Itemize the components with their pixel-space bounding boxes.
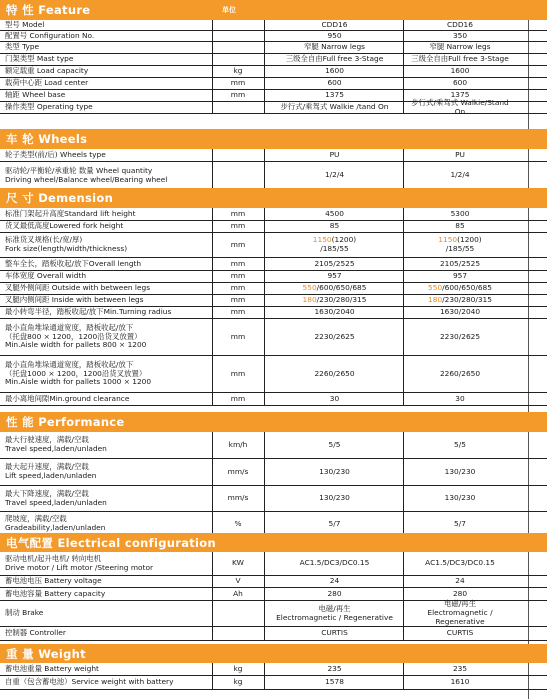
column-divider bbox=[403, 432, 404, 459]
spec-value-config-950: 2230/2625 bbox=[314, 331, 355, 341]
column-divider bbox=[264, 283, 265, 295]
spec-value-config-950: 24 bbox=[329, 576, 340, 586]
spec-row bbox=[0, 393, 547, 406]
spec-unit: KW bbox=[232, 558, 244, 568]
spec-value-config-950: 950 bbox=[327, 30, 342, 40]
spec-value-config-950: 5/5 bbox=[328, 439, 341, 449]
column-divider bbox=[403, 663, 404, 676]
spec-value-config-350: 2230/2625 bbox=[439, 331, 481, 341]
spec-row bbox=[0, 295, 547, 307]
column-divider bbox=[264, 102, 265, 114]
spec-label: 类型 Type bbox=[5, 42, 40, 52]
spec-unit: mm bbox=[230, 239, 246, 249]
spec-value-config-350: AC1.5/DC3/DC0.15 bbox=[425, 558, 495, 568]
column-divider bbox=[403, 552, 404, 576]
spec-value-config-350: 130/230 bbox=[444, 466, 476, 476]
spec-value-config-350: 步行式/乘驾式 Walkie/Stand On bbox=[411, 97, 509, 116]
highlight-value: 180 bbox=[302, 295, 317, 305]
spec-value-config-350: CURTIS bbox=[446, 628, 474, 638]
spec-row bbox=[0, 42, 547, 54]
column-divider bbox=[264, 221, 265, 233]
column-divider bbox=[403, 208, 404, 221]
unit-column-header: 单位 bbox=[222, 6, 236, 14]
column-divider bbox=[212, 233, 213, 258]
spec-unit: mm bbox=[230, 295, 246, 305]
spec-unit bbox=[214, 54, 262, 65]
section-header-feature bbox=[0, 0, 547, 20]
spec-unit: kg bbox=[233, 677, 243, 687]
column-divider bbox=[403, 78, 404, 90]
column-divider bbox=[403, 576, 404, 588]
spec-value-config-950: 1578 bbox=[325, 677, 344, 687]
column-divider bbox=[264, 233, 265, 258]
column-divider bbox=[212, 459, 213, 486]
spec-label: 驱动电机/起升电机/ 转向电机 Drive motor / Lift motor /Steering motor bbox=[5, 553, 154, 572]
spec-row bbox=[0, 20, 547, 31]
spec-row bbox=[0, 576, 547, 588]
section-title: 特 性 Feature bbox=[6, 3, 91, 17]
spec-unit: mm bbox=[230, 221, 246, 231]
highlight-value: 550 bbox=[302, 283, 317, 293]
column-divider bbox=[264, 258, 265, 271]
spec-label: 最小直角堆垛通道宽度，踏板收起/放下 （托盘1000 × 1200，1200沿货叉放置） Min.Aisle width for pallets 1000 × 1200 bbox=[5, 359, 152, 387]
spec-unit: mm bbox=[230, 208, 246, 218]
spec-label: 蓄电池重量 Battery weight bbox=[5, 663, 99, 673]
column-divider bbox=[403, 42, 404, 54]
spec-row bbox=[0, 78, 547, 90]
spec-value-config-950: 235 bbox=[327, 663, 342, 673]
spec-unit bbox=[214, 31, 262, 41]
column-divider bbox=[264, 486, 265, 512]
column-divider bbox=[212, 54, 213, 66]
spec-unit: mm bbox=[230, 368, 246, 378]
spec-value-config-350: 2260/2650 bbox=[439, 368, 481, 378]
spec-row bbox=[0, 307, 547, 319]
column-divider bbox=[212, 271, 213, 283]
column-divider bbox=[403, 233, 404, 258]
column-divider bbox=[403, 258, 404, 271]
column-divider bbox=[264, 208, 265, 221]
highlight-value: 550 bbox=[428, 283, 443, 293]
column-divider bbox=[403, 90, 404, 102]
spec-label: 标准货叉规格(长/宽/厚) Fork size(length/width/thickness) bbox=[5, 235, 128, 253]
section-title: 重 量 Weight bbox=[6, 647, 86, 661]
spec-value-config-350: 130/230 bbox=[444, 493, 476, 503]
column-divider bbox=[403, 283, 404, 295]
spec-label: 制动 Brake bbox=[5, 608, 44, 618]
spec-value-config-350: 85 bbox=[455, 221, 465, 231]
spec-unit: mm bbox=[230, 90, 246, 100]
spec-value-config-950: 600 bbox=[327, 78, 342, 88]
spec-label: 轮子类型(前/后) Wheels type bbox=[5, 149, 106, 159]
column-divider bbox=[403, 459, 404, 486]
spec-value-config-950: 5/7 bbox=[328, 518, 341, 528]
column-divider bbox=[264, 459, 265, 486]
spec-row bbox=[0, 271, 547, 283]
spec-label: 车体宽度 Overall width bbox=[5, 271, 87, 281]
column-divider bbox=[212, 149, 213, 162]
column-divider bbox=[264, 676, 265, 690]
spec-row bbox=[0, 319, 547, 356]
column-divider bbox=[212, 601, 213, 627]
column-divider bbox=[403, 601, 404, 627]
spec-value-config-350: 三级全自由Full free 3-Stage bbox=[411, 54, 509, 64]
spec-value-config-350: 30 bbox=[455, 393, 465, 403]
column-divider bbox=[403, 295, 404, 307]
spec-label: 额定载重 Load capacity bbox=[5, 66, 89, 76]
spec-value-config-350: 2105/2525 bbox=[439, 258, 481, 268]
spec-row bbox=[0, 627, 547, 641]
column-divider bbox=[264, 552, 265, 576]
spec-unit: Ah bbox=[233, 588, 243, 598]
column-divider bbox=[212, 432, 213, 459]
spec-label: 最大行驶速度，满载/空载 Travel speed,laden/unladen bbox=[5, 435, 107, 453]
section-title: 电气配置 Electrical configuration bbox=[6, 536, 216, 550]
column-divider bbox=[403, 54, 404, 66]
column-divider bbox=[264, 90, 265, 102]
section-header-weight bbox=[0, 644, 547, 663]
section-header-performance bbox=[0, 412, 547, 432]
spec-unit: mm bbox=[230, 258, 246, 268]
section-header-dimension bbox=[0, 188, 547, 208]
column-divider bbox=[264, 31, 265, 42]
spec-row bbox=[0, 663, 547, 676]
spec-value-config-950: CDD16 bbox=[321, 19, 348, 29]
spec-label: 叉腿外侧间距 Outside with between legs bbox=[5, 283, 151, 293]
spec-label: 最小转弯半径，踏板收起/放下Min.Turning radius bbox=[5, 307, 172, 317]
column-divider bbox=[403, 162, 404, 190]
column-divider bbox=[212, 552, 213, 576]
spec-row bbox=[0, 149, 547, 162]
value-rest: /600/650/685 bbox=[316, 283, 367, 293]
spec-label: 蓄电池容量 Battery capacity bbox=[5, 588, 106, 598]
spec-value-config-950: 957 bbox=[327, 271, 342, 281]
spec-value-config-950: 130/230 bbox=[319, 493, 350, 503]
spec-unit bbox=[214, 601, 262, 626]
column-divider bbox=[264, 271, 265, 283]
spec-value-config-350 bbox=[405, 233, 515, 257]
spec-unit bbox=[214, 20, 262, 30]
column-divider bbox=[212, 78, 213, 90]
spec-row bbox=[0, 676, 547, 690]
spec-unit: kg bbox=[233, 663, 243, 673]
spec-row bbox=[0, 162, 547, 190]
highlight-value: 1150 bbox=[438, 235, 458, 245]
column-divider bbox=[212, 576, 213, 588]
column-divider bbox=[212, 676, 213, 690]
column-divider bbox=[403, 676, 404, 690]
spec-value-config-950: 85 bbox=[329, 221, 340, 231]
spec-label: 蓄电池电压 Battery voltage bbox=[5, 576, 102, 586]
column-divider bbox=[212, 663, 213, 676]
spec-unit bbox=[214, 162, 262, 189]
spec-row bbox=[0, 31, 547, 42]
column-divider bbox=[264, 54, 265, 66]
spec-row bbox=[0, 459, 547, 486]
column-divider bbox=[264, 393, 265, 406]
spec-row bbox=[0, 208, 547, 221]
spec-unit: % bbox=[234, 518, 242, 528]
column-divider bbox=[264, 576, 265, 588]
spec-value-config-350: 窄腿 Narrow legs bbox=[429, 42, 491, 52]
spec-row bbox=[0, 283, 547, 295]
spec-value-config-350: CDD16 bbox=[447, 19, 473, 29]
spec-value-config-350: 1600 bbox=[450, 66, 470, 76]
spec-unit: km/h bbox=[228, 439, 248, 449]
column-divider bbox=[403, 319, 404, 356]
column-divider bbox=[264, 42, 265, 54]
spec-value-config-350: 5300 bbox=[450, 208, 470, 218]
column-divider bbox=[212, 307, 213, 319]
spec-row bbox=[0, 258, 547, 271]
spec-row bbox=[0, 601, 547, 627]
spec-value-config-950: 2105/2525 bbox=[314, 258, 355, 268]
spec-value-config-350: 1375 bbox=[450, 90, 470, 100]
column-divider bbox=[264, 20, 265, 31]
spec-label: 最小直角堆垛通道宽度，踏板收起/放下 （托盘800 × 1200，1200沿货叉放置） Min.Aisle width for pallets 800 × 1200 bbox=[5, 322, 147, 350]
spec-unit bbox=[214, 149, 262, 161]
spec-label: 最大下降速度，满载/空载 Travel speed,laden/unladen bbox=[5, 488, 107, 507]
spec-value-config-350: 600 bbox=[452, 78, 468, 88]
column-divider bbox=[264, 432, 265, 459]
spec-value-config-350: 957 bbox=[452, 271, 468, 281]
column-divider bbox=[264, 149, 265, 162]
column-divider bbox=[403, 20, 404, 31]
spec-unit: mm bbox=[230, 331, 246, 341]
spec-value-config-950: 1630/2040 bbox=[314, 307, 355, 317]
spec-unit: mm bbox=[230, 283, 246, 293]
spec-unit: mm bbox=[230, 393, 246, 403]
spec-value-config-950: 步行式/乘驾式 Walkie /tand On bbox=[280, 102, 389, 112]
column-divider bbox=[403, 588, 404, 601]
spec-label: 整车全长，踏板收起/放下Overall length bbox=[5, 258, 142, 268]
spec-label: 门架类型 Mast type bbox=[5, 54, 74, 64]
spec-value-config-950: 电磁/再生 Electromagnetic / Regenerative bbox=[276, 603, 393, 622]
spec-row bbox=[0, 54, 547, 66]
column-divider bbox=[212, 588, 213, 601]
spec-label: 型号 Model bbox=[5, 19, 45, 29]
spec-value-config-350: 5/5 bbox=[454, 439, 466, 449]
column-divider bbox=[403, 66, 404, 78]
column-divider bbox=[212, 356, 213, 393]
value-rest: /600/650/685 bbox=[442, 283, 492, 293]
spec-unit: mm bbox=[230, 78, 246, 88]
spec-label: 自重（包含蓄电池）Service weight with battery bbox=[5, 677, 174, 687]
column-divider bbox=[212, 283, 213, 295]
column-divider bbox=[403, 221, 404, 233]
spec-row bbox=[0, 552, 547, 576]
column-divider bbox=[403, 486, 404, 512]
spec-value-config-350 bbox=[405, 295, 515, 306]
column-divider bbox=[264, 295, 265, 307]
value-rest: (1200) /185/55 bbox=[445, 235, 482, 253]
spec-label: 货叉最低高度Lowered fork height bbox=[5, 221, 124, 231]
spec-value-config-350: 350 bbox=[452, 30, 468, 40]
column-divider bbox=[212, 31, 213, 42]
spec-unit: V bbox=[235, 576, 241, 586]
spec-value-config-350: PU bbox=[455, 149, 465, 159]
spec-row bbox=[0, 432, 547, 459]
spec-value-config-950 bbox=[266, 295, 403, 306]
spec-value-config-950: 130/230 bbox=[319, 466, 350, 476]
column-divider bbox=[212, 208, 213, 221]
spec-value-config-350: 235 bbox=[452, 663, 468, 673]
spec-label: 驱动轮/平衡轮/承重轮 数量 Wheel quantity Driving wheel/Balance wheel/Bearing wheel bbox=[5, 165, 168, 184]
spec-unit: mm bbox=[230, 271, 246, 281]
spec-unit bbox=[214, 42, 262, 53]
spec-value-config-950 bbox=[266, 233, 403, 257]
column-divider bbox=[403, 356, 404, 393]
spec-label: 标准门架起升高度Standard lift height bbox=[5, 208, 136, 218]
column-divider bbox=[212, 66, 213, 78]
spec-value-config-350: 5/7 bbox=[454, 518, 466, 528]
column-divider bbox=[212, 319, 213, 356]
spec-unit bbox=[214, 627, 262, 640]
column-divider bbox=[264, 627, 265, 641]
spec-label: 最小离地间隙Min.ground clearance bbox=[5, 393, 130, 403]
section-title: 车 轮 Wheels bbox=[6, 132, 88, 146]
spec-row bbox=[0, 233, 547, 258]
value-rest: (1200) /185/55 bbox=[320, 235, 357, 253]
column-divider bbox=[403, 102, 404, 114]
column-divider bbox=[403, 393, 404, 406]
value-rest: /230/280/315 bbox=[316, 295, 367, 305]
spec-value-config-950 bbox=[266, 283, 403, 294]
column-divider bbox=[264, 663, 265, 676]
column-divider bbox=[212, 295, 213, 307]
spec-value-config-350: 280 bbox=[452, 588, 468, 598]
column-divider bbox=[212, 221, 213, 233]
spec-value-config-950: 窄腿 Narrow legs bbox=[303, 42, 366, 52]
spec-value-config-950: 30 bbox=[329, 393, 340, 403]
spec-value-config-950: 三级全自由Full free 3-Stage bbox=[285, 54, 384, 64]
spec-unit: kg bbox=[233, 66, 243, 76]
column-divider bbox=[212, 102, 213, 114]
spec-unit: mm/s bbox=[227, 493, 249, 503]
spec-row bbox=[0, 66, 547, 78]
spec-label: 控制器 Controller bbox=[5, 628, 66, 638]
highlight-value: 180 bbox=[428, 295, 443, 305]
column-divider bbox=[264, 162, 265, 190]
column-divider bbox=[264, 356, 265, 393]
section-title: 尺 寸 Demension bbox=[6, 191, 114, 205]
spec-label: 叉腿内侧间距 Inside with between legs bbox=[5, 295, 144, 305]
spec-value-config-350: 24 bbox=[455, 576, 465, 586]
spec-row bbox=[0, 221, 547, 233]
section-header-electrical bbox=[0, 533, 547, 552]
column-divider bbox=[264, 588, 265, 601]
spec-value-config-950: 4500 bbox=[325, 208, 344, 218]
spec-value-config-350: 电磁/再生 Electromagnetic / Regenerative bbox=[427, 599, 493, 626]
spec-value-config-950: 280 bbox=[327, 588, 342, 598]
spec-value-config-950: 1375 bbox=[325, 90, 344, 100]
section-header-wheels bbox=[0, 129, 547, 149]
column-divider bbox=[212, 393, 213, 406]
spec-value-config-350: 1610 bbox=[450, 677, 470, 687]
column-divider bbox=[264, 601, 265, 627]
column-divider bbox=[212, 486, 213, 512]
spec-value-config-950: CURTIS bbox=[321, 628, 348, 638]
column-divider bbox=[212, 20, 213, 31]
column-divider bbox=[264, 78, 265, 90]
column-divider bbox=[264, 319, 265, 356]
spec-value-config-350 bbox=[405, 283, 515, 294]
column-divider bbox=[264, 66, 265, 78]
column-divider bbox=[403, 149, 404, 162]
value-rest: /230/280/315 bbox=[442, 295, 492, 305]
column-divider bbox=[264, 307, 265, 319]
spec-value-config-950: PU bbox=[329, 149, 340, 159]
column-divider bbox=[403, 271, 404, 283]
section-title: 性 能 Performance bbox=[6, 415, 125, 429]
spec-value-config-950: 2260/2650 bbox=[314, 368, 355, 378]
spec-row bbox=[0, 486, 547, 512]
column-divider bbox=[212, 42, 213, 54]
spec-value-config-950: AC1.5/DC3/DC0.15 bbox=[299, 558, 370, 568]
column-divider bbox=[212, 627, 213, 641]
spec-row bbox=[0, 97, 547, 116]
column-divider bbox=[403, 307, 404, 319]
highlight-value: 1150 bbox=[312, 235, 332, 245]
spec-value-config-950: 1/2/4 bbox=[324, 170, 345, 180]
column-divider bbox=[212, 162, 213, 190]
spec-unit: mm bbox=[230, 307, 246, 317]
spec-label: 载荷中心距 Load center bbox=[5, 78, 89, 88]
column-divider bbox=[212, 258, 213, 271]
column-divider bbox=[403, 31, 404, 42]
spec-label: 操作类型 Operating type bbox=[5, 102, 93, 112]
spec-label: 爬坡度，满载/空载 Gradeability,laden/unladen bbox=[5, 514, 106, 532]
spec-row bbox=[0, 356, 547, 393]
spec-value-config-350: 1630/2040 bbox=[439, 307, 481, 317]
spec-value-config-350: 1/2/4 bbox=[450, 170, 470, 180]
spec-label: 配置号 Configuration No. bbox=[5, 30, 95, 40]
column-divider bbox=[403, 627, 404, 641]
column-divider bbox=[212, 90, 213, 102]
spec-value-config-950: 1600 bbox=[325, 66, 344, 76]
spec-unit: mm/s bbox=[227, 466, 249, 476]
spec-label: 轴距 Wheel base bbox=[5, 90, 66, 100]
spec-label: 最大起升速度，满载/空载 Lift speed,laden/unladen bbox=[5, 462, 97, 480]
spec-unit bbox=[214, 102, 262, 113]
